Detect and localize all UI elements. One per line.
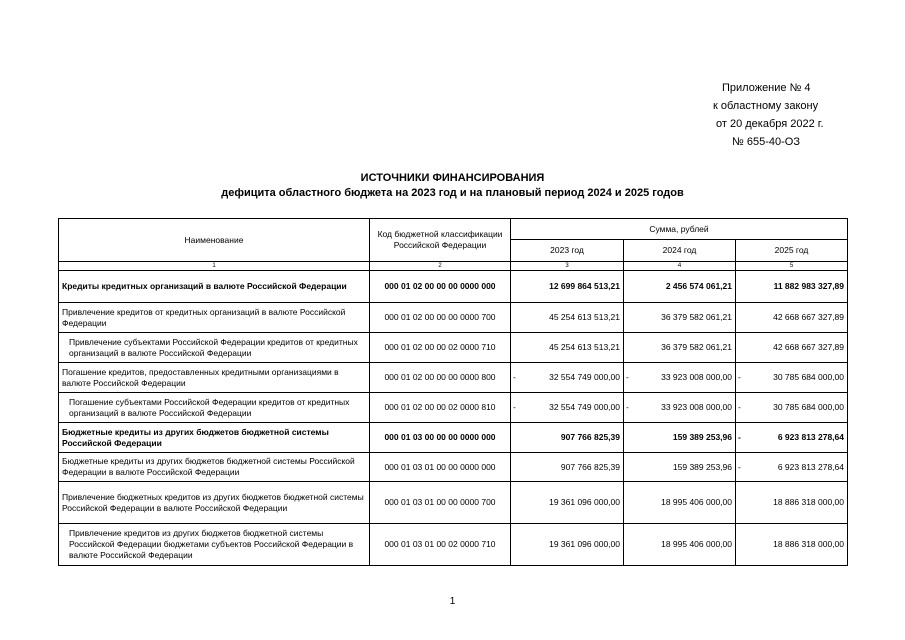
header-name: Наименование [59, 219, 370, 262]
amount: 2 456 574 061,21 [665, 281, 732, 291]
column-number: 1 [59, 262, 370, 271]
value-2023 [511, 482, 624, 524]
value-2024 [624, 303, 736, 333]
amount: 907 766 825,39 [560, 461, 620, 472]
appendix-line-3: от 20 декабря 2022 г. [716, 118, 824, 130]
table-row [59, 333, 848, 363]
appendix-line-2: к областному закону [713, 100, 819, 112]
row-name: Бюджетные кредиты из других бюджетов бюджетной системы Российской Федерации [59, 423, 370, 453]
amount: 33 923 008 000,00 [661, 402, 732, 412]
row-name: Привлечение кредитов из других бюджетов бюджетной системы Российской Федерации бюджетами субъектов Российской Федерации в валюте Российской Федерации [59, 524, 370, 566]
column-number: 4 [624, 262, 736, 271]
table-row [59, 423, 848, 453]
column-number: 5 [736, 262, 848, 271]
minus-sign: - [738, 372, 741, 382]
amount: 36 379 582 061,21 [661, 312, 732, 322]
amount: 6 923 813 278,64 [777, 432, 845, 442]
page-number: 1 [449, 596, 456, 607]
value-2023 [511, 453, 624, 482]
amount: 32 554 749 000,00 [549, 372, 620, 382]
row-code: 000 01 03 01 00 00 0000 000 [370, 453, 511, 482]
row-code: 000 01 02 00 00 00 0000 800 [370, 363, 511, 393]
minus-sign: - [626, 372, 629, 382]
value-2024 [624, 482, 736, 524]
title-line-2: дефицита областного бюджета на 2023 год и на плановый период 2024 и 2025 годов [221, 187, 684, 199]
appendix-note [680, 79, 880, 151]
appendix-line-1: Приложение № 4 [722, 82, 811, 94]
row-code: 000 01 02 00 00 02 0000 810 [370, 393, 511, 423]
value-2025 [736, 524, 848, 566]
value-2023 [511, 271, 624, 303]
header-code: Код бюджетной классификации Российской Федерации [370, 219, 511, 262]
amount: 6 923 813 278,64 [777, 461, 845, 472]
column-number: 3 [511, 262, 624, 271]
value-2025 [736, 482, 848, 524]
value-2024 [624, 393, 736, 423]
table-row [59, 453, 848, 482]
amount: 19 361 096 000,00 [549, 539, 620, 549]
header-2023: 2023 год [511, 240, 624, 262]
amount: 32 554 749 000,00 [549, 402, 620, 412]
header-sum: Сумма, рублей [511, 219, 848, 240]
row-code: 000 01 03 01 00 00 0000 700 [370, 482, 511, 524]
row-code: 000 01 03 00 00 00 0000 000 [370, 423, 511, 453]
amount: 33 923 008 000,00 [661, 372, 732, 382]
value-2024 [624, 333, 736, 363]
amount: 42 668 667 327,89 [773, 312, 845, 322]
row-code: 000 01 03 01 00 02 0000 710 [370, 524, 511, 566]
amount: 159 389 253,96 [672, 461, 732, 472]
minus-sign: - [738, 402, 741, 412]
row-code: 000 01 02 00 00 00 0000 000 [370, 271, 511, 303]
financing-sources-table [58, 218, 848, 566]
value-2023 [511, 524, 624, 566]
row-code: 000 01 02 00 00 02 0000 710 [370, 333, 511, 363]
amount: 45 254 613 513,21 [549, 342, 620, 352]
table-row [59, 271, 848, 303]
minus-sign: - [626, 402, 629, 412]
row-name: Привлечение бюджетных кредитов из других бюджетов бюджетной системы Российской Федерации в валюте Российской Федерации [59, 482, 370, 524]
amount: 18 886 318 000,00 [773, 539, 845, 549]
title-line-1: ИСТОЧНИКИ ФИНАНСИРОВАНИЯ [360, 172, 545, 184]
value-2023 [511, 303, 624, 333]
amount: 18 886 318 000,00 [773, 497, 845, 507]
value-2025 [736, 393, 848, 423]
value-2025 [736, 453, 848, 482]
minus-sign: - [513, 402, 516, 412]
amount: 19 361 096 000,00 [549, 497, 620, 507]
row-name: Погашение субъектами Российской Федерации кредитов от кредитных организаций в валюте Российской Федерации [59, 393, 370, 423]
value-2024 [624, 453, 736, 482]
column-numbers-row [59, 262, 848, 271]
header-2025: 2025 год [736, 240, 848, 262]
value-2023 [511, 333, 624, 363]
amount: 30 785 684 000,00 [773, 372, 845, 382]
table-row [59, 524, 848, 566]
header-row [59, 219, 848, 240]
appendix-line-4: № 655-40-ОЗ [732, 136, 800, 148]
minus-sign: - [738, 461, 741, 472]
amount: 159 389 253,96 [672, 432, 732, 442]
amount: 42 668 667 327,89 [773, 342, 845, 352]
table-row [59, 363, 848, 393]
value-2024 [624, 524, 736, 566]
value-2023 [511, 363, 624, 393]
value-2025 [736, 333, 848, 363]
minus-sign: - [513, 372, 516, 382]
row-name: Привлечение субъектами Российской Федерации кредитов от кредитных организаций в валюте Российской Федерации [59, 333, 370, 363]
amount: 30 785 684 000,00 [773, 402, 845, 412]
value-2025 [736, 363, 848, 393]
table-row [59, 482, 848, 524]
value-2024 [624, 363, 736, 393]
row-name: Бюджетные кредиты из других бюджетов бюджетной системы Российской Федерации в валюте Российской Федерации [59, 453, 370, 482]
value-2025 [736, 423, 848, 453]
row-name: Погашение кредитов, предоставленных кредитными организациями в валюте Российской Федерации [59, 363, 370, 393]
value-2023 [511, 423, 624, 453]
row-name: Кредиты кредитных организаций в валюте Российской Федерации [59, 271, 370, 303]
document-title [0, 171, 905, 201]
minus-sign: - [738, 432, 741, 442]
value-2024 [624, 271, 736, 303]
amount: 18 995 406 000,00 [661, 497, 732, 507]
amount: 12 699 864 513,21 [549, 281, 620, 291]
amount: 11 882 983 327,89 [773, 281, 845, 291]
value-2025 [736, 271, 848, 303]
amount: 18 995 406 000,00 [661, 539, 732, 549]
amount: 907 766 825,39 [560, 432, 620, 442]
column-number: 2 [370, 262, 511, 271]
amount: 45 254 613 513,21 [549, 312, 620, 322]
table-row [59, 393, 848, 423]
row-code: 000 01 02 00 00 00 0000 700 [370, 303, 511, 333]
amount: 36 379 582 061,21 [661, 342, 732, 352]
table-row [59, 303, 848, 333]
value-2025 [736, 303, 848, 333]
value-2024 [624, 423, 736, 453]
header-2024: 2024 год [624, 240, 736, 262]
row-name: Привлечение кредитов от кредитных организаций в валюте Российской Федерации [59, 303, 370, 333]
value-2023 [511, 393, 624, 423]
